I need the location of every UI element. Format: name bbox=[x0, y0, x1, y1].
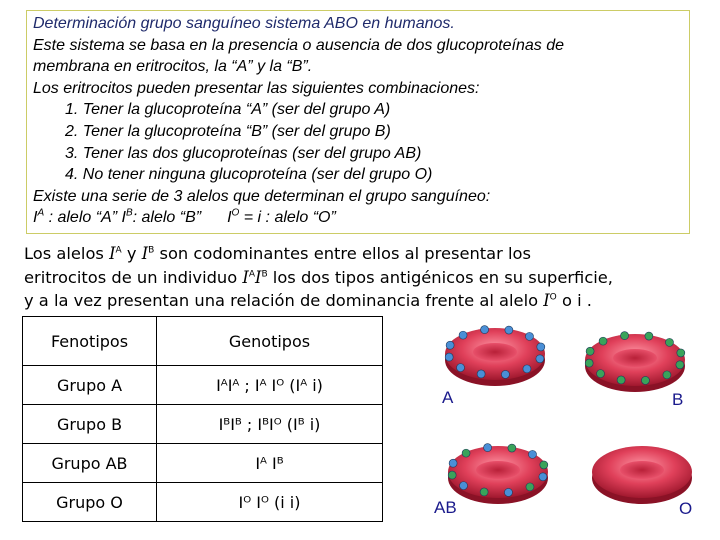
allele-a-text: : alelo “A” bbox=[44, 209, 122, 227]
antigen-dot bbox=[505, 326, 513, 334]
erythrocyte-a bbox=[445, 326, 545, 386]
antigen-dot bbox=[525, 332, 533, 340]
table-row bbox=[23, 366, 383, 405]
cell-center bbox=[613, 349, 657, 367]
antigen-dot bbox=[526, 483, 534, 491]
genotipo-cell: IᴬIᴬ ; Iᴬ Iᴼ (Iᴬ i) bbox=[157, 366, 383, 405]
header-genotipos: Genotipos bbox=[157, 317, 383, 366]
antigen-dot bbox=[586, 347, 594, 355]
label-group-b: B bbox=[672, 390, 684, 409]
antigen-dot bbox=[501, 370, 509, 378]
text-run: son codominantes entre ellos al presentar los bbox=[154, 244, 531, 263]
table-row bbox=[23, 405, 383, 444]
text-run: y a la vez presentan una relación de dominancia frente al alelo bbox=[24, 291, 544, 310]
intro-line-1: Este sistema se basa en la presencia o ausencia de dos glucoproteínas de bbox=[33, 36, 564, 54]
antigen-dot bbox=[528, 450, 536, 458]
antigen-dot bbox=[484, 444, 492, 452]
antigen-dot bbox=[448, 471, 456, 479]
antigen-dot bbox=[446, 341, 454, 349]
antigen-dot bbox=[599, 337, 607, 345]
fenotipo-cell: Grupo O bbox=[23, 483, 157, 522]
allele-o-symbol: I bbox=[227, 209, 232, 227]
antigen-dot bbox=[617, 376, 625, 384]
codominance-line-3 bbox=[24, 289, 694, 313]
intro-line-3: Los eritrocitos pueden presentar las siguientes combinaciones: bbox=[33, 79, 480, 97]
antigen-dot bbox=[459, 331, 467, 339]
antigen-dot bbox=[677, 349, 685, 357]
intro-box bbox=[26, 10, 690, 234]
erythrocyte-b bbox=[585, 332, 685, 392]
allele-symbol: I bbox=[255, 267, 262, 287]
allele-a-sup: A bbox=[37, 208, 45, 220]
antigen-dot bbox=[523, 365, 531, 373]
intro-line-4: Existe una serie de 3 alelos que determinan el grupo sanguíneo: bbox=[33, 187, 491, 205]
antigen-dot bbox=[536, 355, 544, 363]
antigen-dot bbox=[460, 482, 468, 490]
label-group-ab: AB bbox=[434, 498, 457, 517]
genotype-table bbox=[22, 316, 383, 522]
fenotipo-cell: Grupo A bbox=[23, 366, 157, 405]
allele-list bbox=[33, 207, 683, 229]
intro-item-4: 4. No tener ninguna glucoproteína (ser del grupo O) bbox=[65, 166, 433, 184]
antigen-dot bbox=[621, 332, 629, 340]
allele-sup: B bbox=[148, 245, 155, 256]
allele-sup: A bbox=[115, 245, 122, 256]
allele-symbol: I bbox=[109, 244, 116, 263]
antigen-dot bbox=[462, 449, 470, 457]
header-fenotipos: Fenotipos bbox=[23, 317, 157, 366]
antigen-dot bbox=[641, 376, 649, 384]
erythrocyte-ab bbox=[448, 444, 548, 504]
fenotipo-cell: Grupo AB bbox=[23, 444, 157, 483]
antigen-dot bbox=[663, 371, 671, 379]
fenotipo-cell: Grupo B bbox=[23, 405, 157, 444]
erythrocyte-o bbox=[592, 446, 692, 504]
antigen-dot bbox=[665, 338, 673, 346]
cell-center bbox=[473, 343, 517, 361]
allele-b-sup: B bbox=[125, 208, 133, 220]
genotipo-cell: IᴮIᴮ ; IᴮIᴼ (Iᴮ i) bbox=[157, 405, 383, 444]
antigen-dot bbox=[449, 459, 457, 467]
genotipo-cell: Iᴼ Iᴼ (i i) bbox=[157, 483, 383, 522]
allele-o-sup: O bbox=[231, 208, 240, 220]
intro-title: Determinación grupo sanguíneo sistema ABO en humanos. bbox=[33, 15, 455, 32]
antigen-dot bbox=[457, 364, 465, 372]
genotipo-cell: Iᴬ Iᴮ bbox=[157, 444, 383, 483]
cell-center bbox=[476, 461, 520, 479]
intro-item-2: 2. Tener la glucoproteína “B” (ser del grupo B) bbox=[65, 122, 391, 140]
antigen-dot bbox=[477, 370, 485, 378]
table-header-row bbox=[23, 317, 383, 366]
allele-sup: O bbox=[549, 292, 557, 303]
intro-line-2: membrana en eritrocitos, la “A” y la “B”. bbox=[33, 58, 313, 76]
codominance-paragraph bbox=[24, 242, 694, 313]
antigen-dot bbox=[540, 461, 548, 469]
antigen-dot bbox=[539, 473, 547, 481]
codominance-line-2 bbox=[24, 266, 694, 290]
text-run: y bbox=[121, 244, 142, 263]
antigen-dot bbox=[445, 353, 453, 361]
label-group-o: O bbox=[679, 499, 693, 518]
antigen-dot bbox=[676, 361, 684, 369]
allele-o-text: = i : alelo “O” bbox=[239, 209, 336, 227]
allele-b-symbol: I bbox=[121, 209, 126, 227]
antigen-dot bbox=[537, 343, 545, 351]
intro-item-1: 1. Tener la glucoproteína “A” (ser del grupo A) bbox=[65, 101, 391, 119]
antigen-dot bbox=[597, 370, 605, 378]
text-run: Los alelos bbox=[24, 244, 110, 263]
allele-symbol: I bbox=[141, 244, 149, 263]
allele-symbol: I bbox=[242, 267, 249, 287]
allele-symbol: I bbox=[543, 291, 550, 310]
intro-item-3: 3. Tener las dos glucoproteínas (ser del grupo AB) bbox=[65, 144, 422, 162]
table-row bbox=[23, 483, 383, 522]
label-group-a: A bbox=[442, 388, 454, 407]
allele-a-symbol: I bbox=[33, 209, 38, 227]
text-run: los dos tipos antigénicos en su superficie, bbox=[267, 267, 613, 287]
table-row bbox=[23, 444, 383, 483]
antigen-dot bbox=[585, 359, 593, 367]
antigen-dot bbox=[481, 326, 489, 334]
codominance-line-1 bbox=[24, 242, 694, 266]
allele-b-text: : alelo “B” bbox=[132, 209, 202, 227]
antigen-dot bbox=[508, 444, 516, 452]
allele-sup: A bbox=[248, 269, 255, 280]
antigen-dot bbox=[645, 332, 653, 340]
cell-center bbox=[620, 461, 664, 479]
allele-sup: B bbox=[261, 269, 268, 280]
antigen-dot bbox=[504, 488, 512, 496]
antigen-dot bbox=[480, 488, 488, 496]
text-run: eritrocitos de un individuo bbox=[24, 267, 243, 287]
text-run: o i . bbox=[556, 291, 592, 310]
